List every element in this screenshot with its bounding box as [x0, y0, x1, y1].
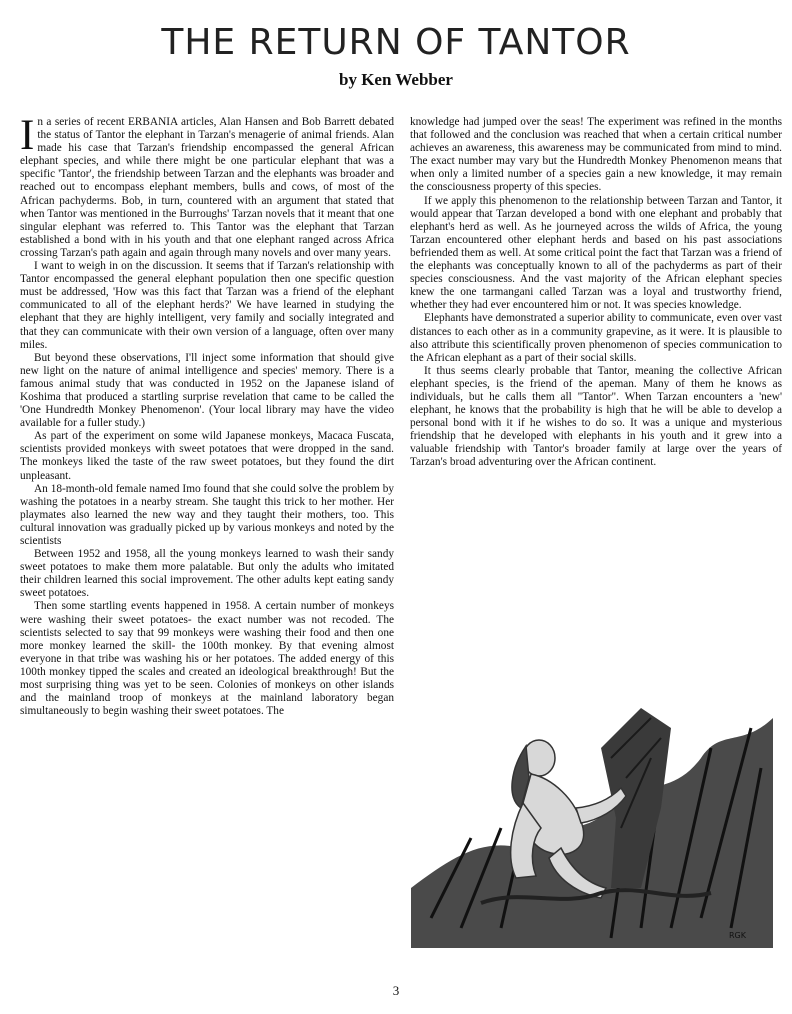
paragraph: I want to weigh in on the discussion. It seems that if Tarzan's relationship with Tantor encompassed the general elephant population then one specific question must be addressed, 'How was this fact that Tarzan was a friend of the elephant communicated to all of the elephant herds?' We have learned in studying the elephant that they are highly intelligent, very family and socially integrated and that they can communicate with their own version of a language, often over many miles. — [20, 260, 394, 351]
paragraph — [20, 112, 394, 260]
paragraph-text: n a series of recent ERBANIA articles, Alan Hansen and Bob Barrett debated the status of Tantor the elephant in Tarzan's menagerie of animal friends. Alan made his case that Tarzan's friendship encompassed the general African elephant species, and while there might be one particular elephant that was a specific 'Tantor', the friendship between Tarzan and the elephants was broader and reached out to encompass elephant members, bulls and cows, of most of the African pachyderms. Bob, in turn, countered with an argument that stated that when Tantor was mentioned in the Burroughs' Tarzan novels that it meant that one singular elephant was referred to. This Tantor was the elephant that Tarzan established a bond with in his youth and that one elephant ranged across Africa crossing Tarzan's path again and again through many novels and over many years. — [20, 116, 394, 259]
drop-cap: I — [20, 112, 35, 159]
paragraph: As part of the experiment on some wild Japanese monkeys, Macaca Fuscata, scientists provided monkeys with sweet potatoes that were dropped in the sand. The monkeys liked the taste of the raw sweet potatoes, but they found the dirt unpleasant. — [20, 430, 394, 482]
paragraph: Elephants have demonstrated a superior ability to communicate, even over vast distances to each other as in a community grapevine, as it were. It is plausible to also attribute this scientifically proven phenomenon of species communication to the African elephant as a part of their social skills. — [410, 312, 782, 364]
paragraph: But beyond these observations, I'll inject some information that should give new light on the nature of animal intelligence and species' memory. There is a famous animal study that was conducted in 1952 on the Japanese island of Koshima that produced a startling surprise revelation that came to be called the 'One Hundredth Monkey Phenomenon'. (Your local library may have the video available for a fuller study.) — [20, 351, 394, 430]
byline: by Ken Webber — [339, 70, 453, 89]
artist-signature: RGK — [729, 931, 747, 940]
paragraph: Between 1952 and 1958, all the young monkeys learned to wash their sandy sweet potatoes to make them more palatable. But only the adults who imitated their children learned this social improvement. The other adults kept eating sandy sweet potatoes. — [20, 548, 394, 600]
paragraph: If we apply this phenomenon to the relationship between Tarzan and Tantor, it would appear that Tarzan developed a bond with one elephant and probably that elephant's herd as well. As he journeyed across the wilds of Africa, the young Tarzan encountered other elephant herds and based on his past associations befriended them as well. At some critical point the fact that Tarzan was a friend of the elephants was conceptually known to all of the pachyderms as part of their species consciousness. And the vast majority of the African elephant species knew the one tarmangani called Tarzan was a loyal and trustworthy friend, whether they had ever encountered him or not. It was species knowledge. — [410, 194, 782, 312]
left-column — [20, 112, 394, 718]
tarzan-illustration — [411, 688, 773, 948]
paragraph: Then some startling events happened in 1958. A certain number of monkeys were washing their sweet potatoes- the exact number was not recoded. The scientists selected to say that 99 monkeys were washing their food and then one more monkey learned the skill- the 100th monkey. By that evening almost everyone in that tribe was washing his or her potatoes. The added energy of this 100th monkey tipped the scales and created an ideological breakthrough! But the most surprising thing was yet to be seen. Colonies of monkeys on other islands and the mainland troop of monkeys at the mainland laboratory began simultaneously to begin washing their sweet potatoes. The — [20, 600, 394, 718]
paragraph: knowledge had jumped over the seas! The experiment was refined in the months that followed and the conclusion was reached that when a certain critical number achieves an awareness, this awareness may be communicated from mind to mind. The exact number may vary but the Hundredth Monkey Phenomenon means that when only a limited number of a species gain a new knowledge, it may remain the consciousness property of this species. — [410, 116, 782, 194]
right-column — [410, 116, 782, 470]
paragraph: It thus seems clearly probable that Tantor, meaning the collective African elephant species, is the friend of the apeman. Many of them he knows as individuals, but he calls them all "Tantor". When Tarzan encounters a 'new' elephant, he knows that the probability is high that he will be able to develop a personal bond with it if he wishes to do so. It was a unique and mysterious friendship that he developed with elephants in his youth and it grew into a valuable friendship with Tantor's broader family at large over the years of Tarzan's broad adventuring over the African continent. — [410, 364, 782, 469]
article-title: THE RETURN OF TANTOR — [161, 22, 631, 63]
paragraph: An 18-month-old female named Imo found that she could solve the problem by washing the potatoes in a nearby stream. She taught this trick to her mother. Her playmates also learned the new way and they taught their mothers, too. This cultural innovation was gradually picked up by various monkeys and noted by the scientists — [20, 482, 394, 547]
page-number: 3 — [392, 983, 400, 998]
